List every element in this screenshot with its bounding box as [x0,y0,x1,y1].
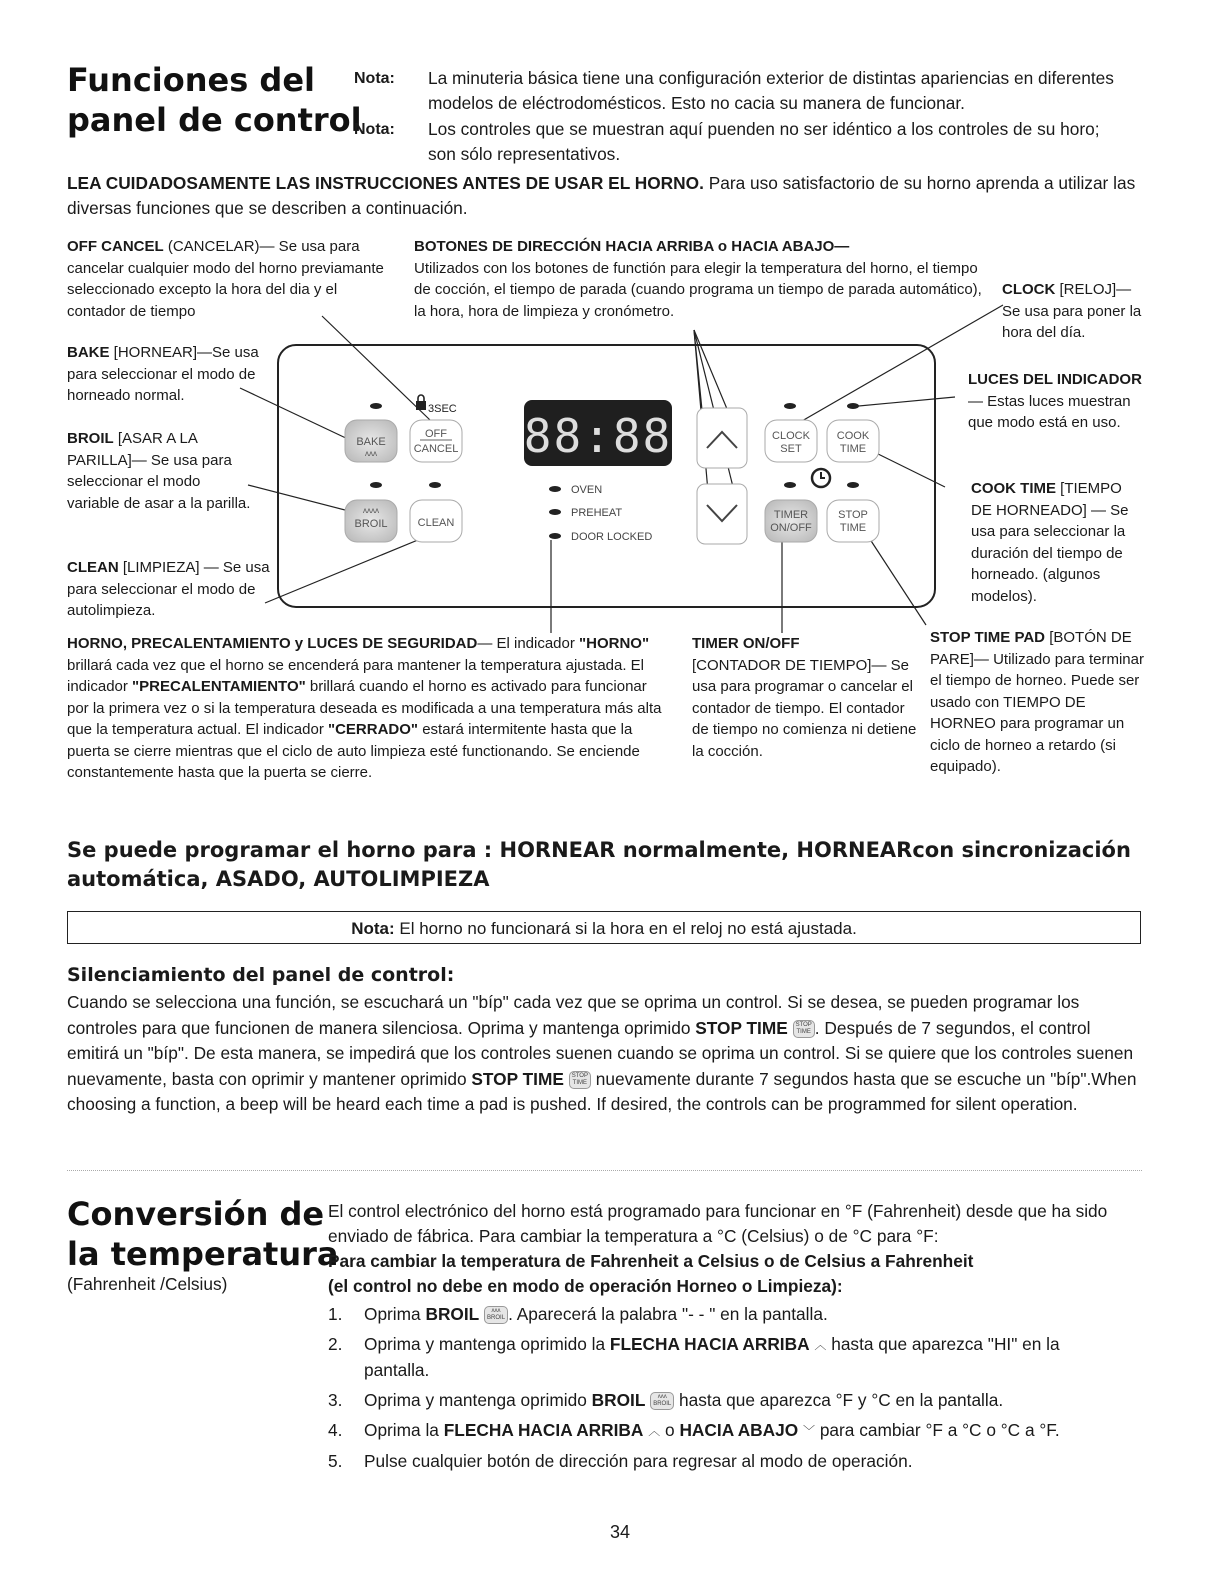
callout-bold: CLOCK [1002,281,1056,298]
broil-mini-icon: ʌʌʌ BROIL [484,1306,508,1324]
step-text: para cambiar °F a °C o °C a °F. [815,1419,1060,1440]
stop-time-pad [827,500,879,542]
callout-bold: HORNO, PRECALENTAMIENTO y LUCES DE SEGURIDAD [67,635,478,652]
up-arrow-icon: ︿ [648,1423,661,1438]
callout-bold: "CERRADO" [327,721,419,738]
conversion-bold-line-2: (el control no debe en modo de operación Horneo o Limpieza): [328,1276,843,1296]
onoff-label: ON/OFF [770,522,812,534]
step-4 [328,1418,1128,1444]
step-number: 1. [328,1304,343,1324]
clean-pad-label: CLEAN [417,517,455,529]
step-bold: FLECHA HACIA ARRIBA [443,1419,644,1440]
note-box-text: El horno no funcionará si la hora en el reloj no está ajustada. [394,919,857,938]
step-1 [328,1302,1128,1327]
callout-text: [CONTADOR DE TIEMPO]— Se usa para programar o cancelar el contador de tiempo. El contador de tiempo no comienza ni detiene la cocción. [692,656,917,760]
step-bold: HACIA ABAJO [679,1419,799,1440]
section-divider [67,1170,1142,1171]
callout-bold: BROIL [67,430,114,447]
note-box-label: Nota: [351,919,395,938]
conversion-title-line-2: la temperatura [67,1235,339,1273]
set-label: SET [780,443,802,455]
stop-time-label: TIME [839,522,867,534]
silence-text-2: . Después de 7 segundos, el control emitirá un "bíp". De esta manera, se impedirá que los controles suenen cuando se oprima un control. Si se quiere que los controles suenen nuevamente, basta con oprimir y mantener oprimido [67,1017,1134,1089]
callout-bold: LUCES DEL INDICADOR [968,371,1142,388]
callout-text: [ASAR A LA PARILLA]— Se usa para seleccionar el modo variable de asar a la parilla. [67,430,251,512]
time-label: TIME [839,443,867,455]
step-bold: BROIL [591,1389,646,1410]
step-text: Oprima [364,1304,426,1324]
step-text: hasta que aparezca "HI" en la pantalla. [364,1334,1060,1380]
down-arrow-icon: ﹀ [803,1423,816,1438]
callout-bold: COOK TIME [971,480,1056,497]
title-line-2: panel de control [67,101,362,139]
note-box [67,911,1141,944]
off-cancel-pad [410,420,462,462]
step-5 [328,1449,1128,1474]
indicator-preheat: PREHEAT [571,507,623,519]
sec-label: 3SEC [428,403,457,415]
note-label: Nota: [354,121,395,138]
svg-text:ʌʌʌ: ʌʌʌ [365,449,377,458]
program-heading: Se puede programar el horno para : HORNEAR normalmente, HORNEARcon sincronización automática, ASADO, AUTOLIMPIEZA [67,838,1131,891]
stop-label: STOP [838,509,868,521]
callout-bold: BAKE [67,344,110,361]
callout-text: [BOTÓN DE PARE]— Utilizado para terminar el tiempo de horneo. Puede ser usado con TIEMPO DE HORNEO para programar un ciclo de horneo a retardo (si equipado). [930,629,1144,775]
step-3 [328,1388,1128,1413]
up-arrow-icon: ︿ [814,1337,827,1352]
step-text: Oprima y mantenga oprimido la [364,1334,610,1354]
callout-bold: "HORNO" [579,635,650,652]
note-text: Los controles que se muestran aquí puenden no ser idéntico a los controles de su horo; son sólo representativos. [428,119,1100,164]
callout-bold: OFF CANCEL [67,238,164,255]
down-arrow-pad [697,484,747,544]
broil-mini-icon: ʌʌʌ BROIL [650,1392,674,1410]
conversion-body [328,1199,1128,1474]
callout-bold: CLEAN [67,559,119,576]
indicator-oven: OVEN [571,484,603,496]
conversion-bold-line-1: Para cambiar la temperatura de Fahrenheit a Celsius o de Celsius a Fahrenheit [328,1251,974,1271]
callout-text: [HORNEAR]—Se usa para seleccionar el modo de horneado normal. [67,344,259,404]
step-bold: BROIL [425,1304,480,1324]
silence-text-1: Cuando se selecciona una función, se escuchará un "bíp" cada vez que se oprima un control. Si se desea, se pueden programar los controles para que funcionen de manera silenciosa. Oprima y mantenga oprimido [67,992,1080,1038]
off-label: OFF [425,428,447,440]
step-text: o [660,1419,680,1440]
display-digits: 88:88 [523,409,673,463]
conversion-title [67,1194,338,1274]
note-text: La minuteria básica tiene una configuración exterior de distintas apariencias en diferentes modelos de eléctrodomésticos. Esto no cacia su manera de funcionar. [428,68,1114,113]
conversion-intro: El control electrónico del horno está programado para funcionar en °F (Fahrenheit) desde que ha sido enviado de fábrica. Para cambiar la temperatura a °C (Celsius) o de °C para °F: [328,1201,1108,1246]
callout-text: — Estas luces muestran que modo está en uso. [968,392,1131,431]
up-arrow-pad [697,408,747,468]
callout-text: [RELOJ]— Se usa para poner la hora del día. [1002,281,1142,341]
conversion-title-line-1: Conversión de [67,1195,325,1233]
svg-text:ʌʌʌʌ: ʌʌʌʌ [363,506,379,515]
conversion-steps [328,1302,1128,1474]
step-text: Pulse cualquier botón de dirección para regresar al modo de operación. [364,1450,913,1471]
timer-label: TIMER [773,509,809,521]
timer-pad [765,500,817,542]
callout-text: (CANCELAR)— Se usa para cancelar cualquier modo del horno previamante seleccionado excepto la hora del dia y el contador de tiempo [67,238,384,320]
step-number: 4. [328,1419,343,1440]
callout-text: Utilizados con los botones de functión para elegir la temperatura del horno, el tiempo de cocción, el tiempo de parada (cuando programa un tiempo de parada automático), la hora, hora de limpieza y cronómetro. [414,259,982,320]
cancel-label: CANCEL [413,443,459,455]
step-text: hasta que aparezca °F y °C en la pantalla. [674,1389,1004,1410]
panel-outline [278,345,935,607]
callout-text: estará intermitente hasta que la puerta se cierre mientras que el ciclo de auto limpieza esté functionando. Se enciende constantemente hasta que la puerta se cierre. [67,721,640,781]
callout-text: [LIMPIEZA] — Se usa para seleccionar el modo de autolimpieza. [67,559,270,619]
step-number: 2. [328,1334,343,1354]
callout-text: — El indicador [477,635,580,652]
cook-label: COOK [836,430,870,442]
callout-bold: BOTONES DE DIRECCIÓN HACIA ARRIBA o HACIA ABAJO— [414,238,850,255]
indicator-door-locked: DOOR LOCKED [571,531,653,543]
silence-heading: Silenciamiento del panel de control: [67,964,455,986]
bake-pad-label: BAKE [356,436,386,448]
callout-bold: STOP TIME PAD [930,629,1046,646]
intro-bold: LEA CUIDADOSAMENTE LAS INSTRUCCIONES ANTES DE USAR EL HORNO. [67,173,704,193]
callout-text: [TIEMPO DE HORNEADO] — Se usa para seleccionar la duración del tiempo de horneado. (algunos modelos). [971,480,1129,605]
clock-label: CLOCK [772,430,810,442]
callout-text: brillará cada vez que el horno se encenderá para mantener la temperatura ajustada. El indicador [67,656,645,695]
title-line-1: Funciones del [67,61,315,99]
note-label: Nota: [354,70,395,87]
silence-text-3: nuevamente durante 7 segundos hasta que se escuche un "bíp".When choosing a function, a beep will be heard each time a pad is pushed. If desired, the controls can be programmed for silent operation. [67,1068,1137,1114]
step-number: 3. [328,1389,343,1410]
step-text: . Aparecerá la palabra "- - " en la pantalla. [508,1304,828,1324]
stop-time-mini-icon: STOP TIME [793,1020,815,1038]
step-text: Oprima la [364,1419,444,1440]
silence-bold-1: STOP TIME [695,1017,788,1038]
intro-text: Para uso satisfactorio de su horno aprenda a utilizar las diversas funciones que se describen a continuación. [67,173,1136,218]
broil-pad-label: BROIL [354,518,388,530]
step-text: Oprima y mantenga oprimido [364,1389,592,1410]
silence-paragraph [67,990,1147,1118]
conversion-subtitle: (Fahrenheit /Celsius) [67,1274,228,1294]
step-bold: FLECHA HACIA ARRIBA [609,1334,810,1354]
step-2 [328,1332,1128,1383]
callout-text: brillará cuando el horno es activado para funcionar por la primera vez o si la temperatura deseada es modificada a una temperatura más alta que la temperatura actual. El indicador [67,678,662,738]
silence-bold-2: STOP TIME [471,1068,564,1089]
callout-bold: TIMER ON/OFF [692,635,800,652]
callout-bold: "PRECALENTAMIENTO" [132,678,306,695]
step-number: 5. [328,1450,343,1471]
page-number: 34 [609,1522,631,1542]
stop-time-mini-icon: STOP TIME [569,1071,591,1089]
